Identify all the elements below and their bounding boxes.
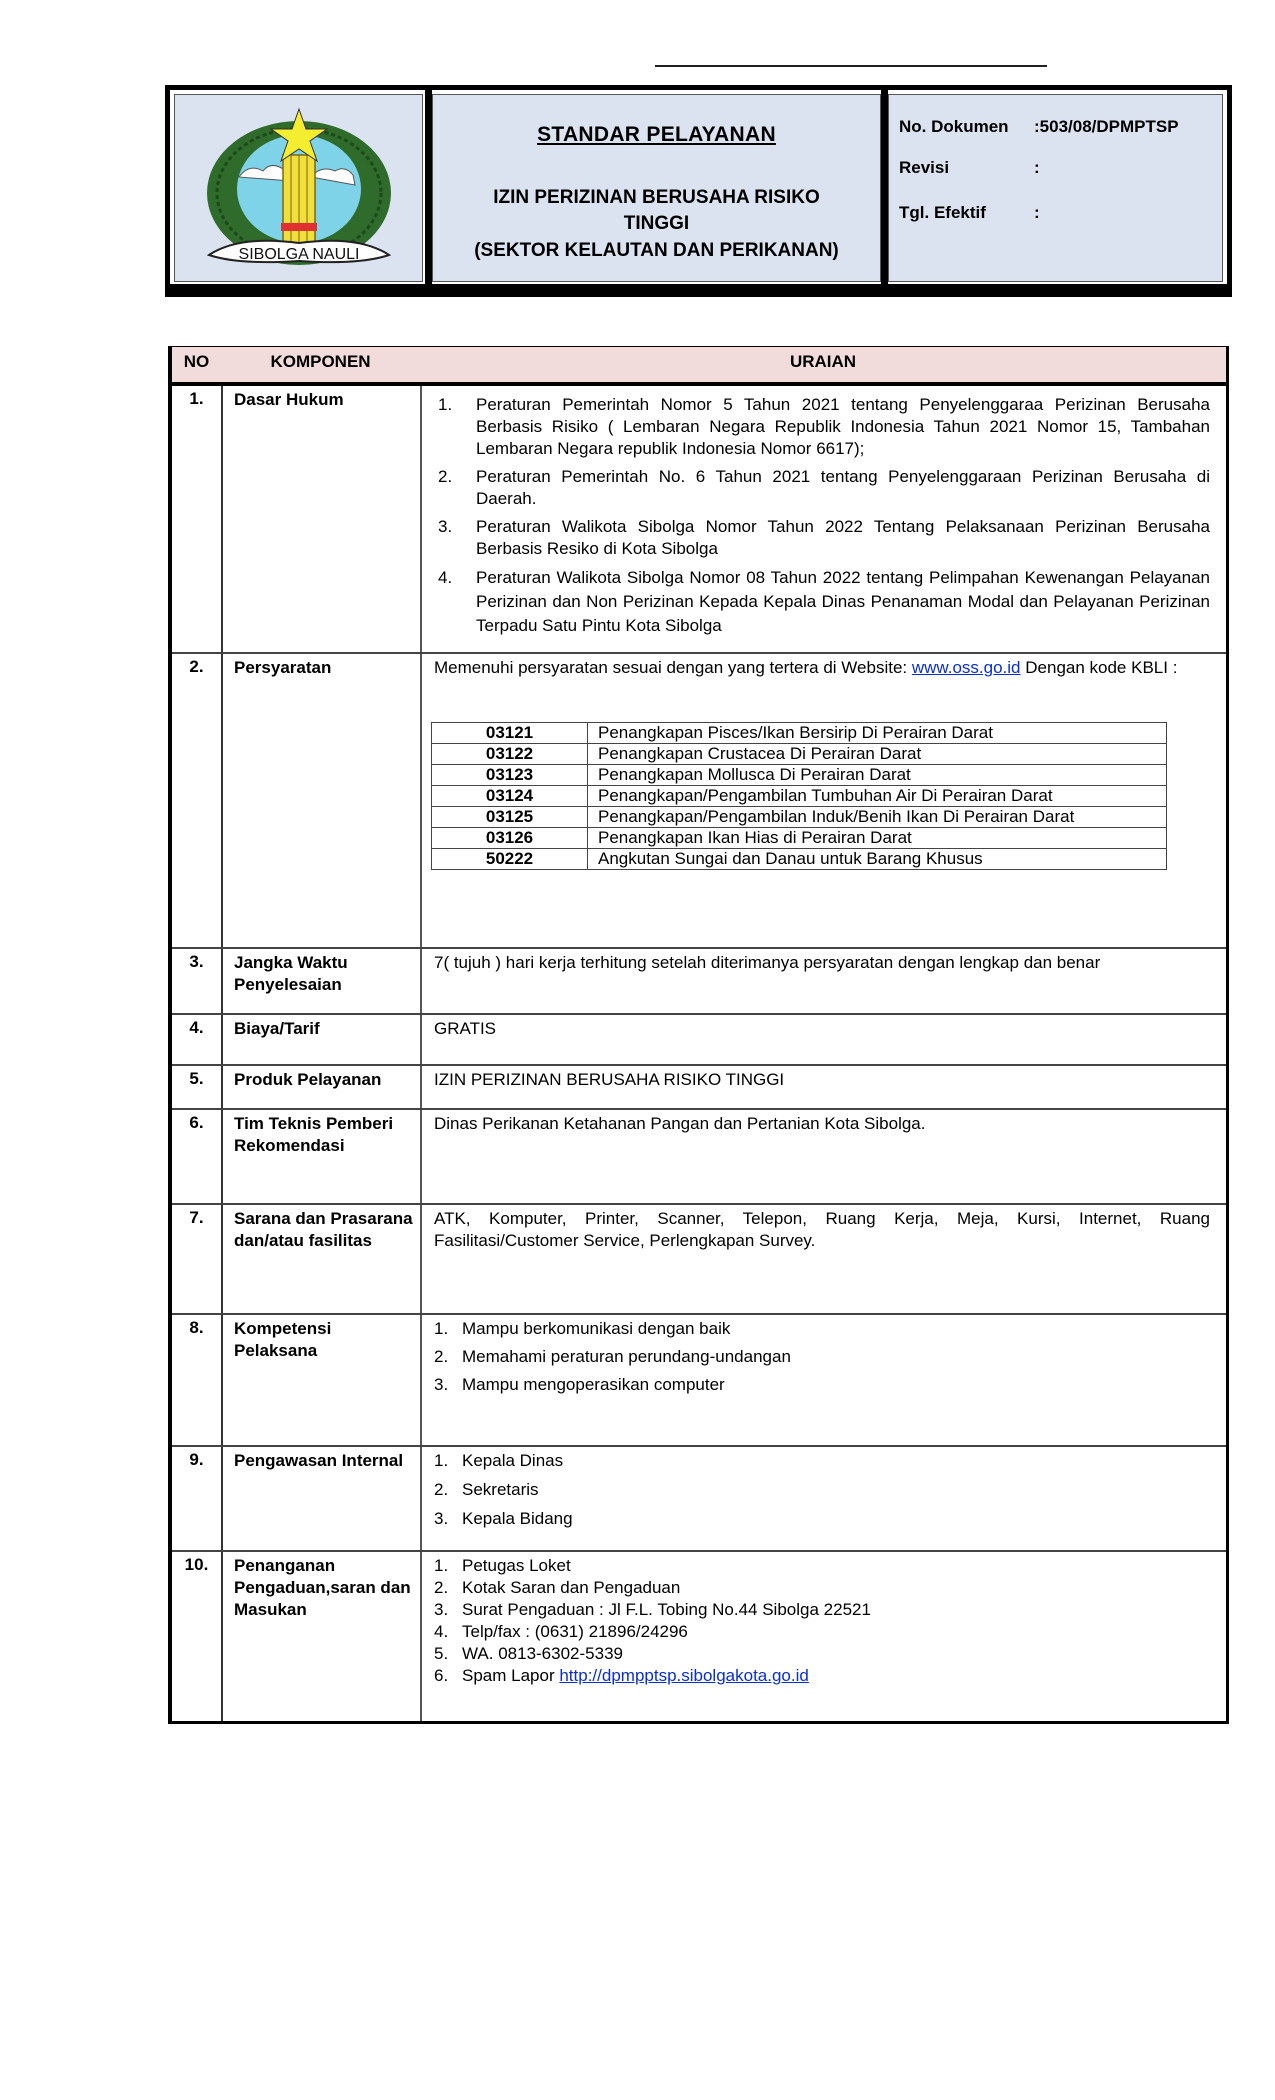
row-number: 6. <box>189 1113 204 1132</box>
header-divider <box>425 90 432 292</box>
row-number: 2. <box>189 657 204 676</box>
kbli-code: 03125 <box>432 807 588 828</box>
subtitle-line-1: IZIN PERIZINAN BERUSAHA RISIKO <box>493 187 820 208</box>
list-item: 3. Mampu mengoperasikan computer <box>434 1375 725 1394</box>
row-komponen: Dasar Hukum <box>234 390 344 409</box>
kbli-description: Penangkapan Pisces/Ikan Bersirip Di Perairan Darat <box>588 723 1167 744</box>
row-uraian: Dinas Perikanan Ketahanan Pangan dan Pertanian Kota Sibolga. <box>434 1114 926 1133</box>
row-uraian <box>434 394 1210 644</box>
row-komponen: Biaya/Tarif <box>234 1019 320 1038</box>
subtitle-line-2: TINGGI <box>623 213 690 234</box>
kbli-code: 03123 <box>432 765 588 786</box>
svg-text:SIBOLGA NAULI: SIBOLGA NAULI <box>238 246 360 263</box>
row-number: 5. <box>189 1069 204 1088</box>
row-komponen: Produk Pelayanan <box>234 1070 382 1089</box>
meta-cell <box>888 94 1223 282</box>
row-komponen: Pengawasan Internal <box>234 1451 404 1470</box>
table-row <box>172 1447 1226 1552</box>
kbli-row <box>432 849 1167 870</box>
list-item: 2. Sekretaris <box>434 1480 539 1499</box>
list-item: 2. Peraturan Pemerintah No. 6 Tahun 2021 tentang Penyelenggaraan Perizinan Berusaha di Daerah. <box>438 467 1210 508</box>
supervision-list <box>434 1450 1210 1530</box>
meta-revision: Revisi : <box>899 158 1040 177</box>
header-no: NO <box>183 352 210 371</box>
row-uraian: 7( tujuh ) hari kerja terhitung setelah diterimanya persyaratan dengan lengkap dan benar <box>434 953 1101 972</box>
list-item: 2. Kotak Saran dan Pengaduan <box>434 1578 681 1597</box>
kbli-row <box>432 786 1167 807</box>
row-komponen: Penanganan Pengaduan,saran dan Masukan <box>234 1556 411 1619</box>
header-bottom-border <box>170 284 1227 292</box>
list-item: 1. Kepala Dinas <box>434 1451 564 1470</box>
sibolga-logo-icon <box>199 105 399 275</box>
list-item: 4. Peraturan Walikota Sibolga Nomor 08 Tahun 2022 tentang Pelimpahan Kewenangan Pelayanan Perizinan dan Non Perizinan Kepada Kepala Dinas Penanaman Modal dan Pelayanan Perizinan Terpadu Satu Pintu Kota Sibolga <box>438 568 1210 635</box>
row-uraian: ATK, Komputer, Printer, Scanner, Telepon, Ruang Kerja, Meja, Kursi, Internet, Ruang Fasilitasi/Customer Service, Perlengkapan Survey. <box>434 1209 1210 1250</box>
table-row <box>172 1315 1226 1447</box>
kbli-code: 03122 <box>432 744 588 765</box>
table-row <box>172 386 1226 654</box>
kbli-description: Penangkapan Mollusca Di Perairan Darat <box>588 765 1167 786</box>
list-item: 3. Surat Pengaduan : Jl F.L. Tobing No.44 Sibolga 22521 <box>434 1600 871 1619</box>
list-item: 2. Memahami peraturan perundang-undangan <box>434 1347 791 1366</box>
oss-website-link[interactable]: www.oss.go.id <box>911 658 1021 677</box>
logo-cell <box>174 94 423 282</box>
row-number: 1. <box>189 389 204 408</box>
row-number: 4. <box>189 1018 204 1037</box>
row-number: 10. <box>184 1555 209 1574</box>
meta-doc-number: No. Dokumen :503/08/DPMPTSP <box>899 117 1179 136</box>
list-item: 4. Telp/fax : (0631) 21896/24296 <box>434 1622 688 1641</box>
row-uraian <box>434 1555 1210 1687</box>
row-number: 7. <box>189 1208 204 1227</box>
table-row <box>172 949 1226 1015</box>
kbli-description: Penangkapan/Pengambilan Tumbuhan Air Di Perairan Darat <box>588 786 1167 807</box>
kbli-row <box>432 744 1167 765</box>
top-rule <box>655 65 1047 67</box>
header-komponen: KOMPONEN <box>270 352 371 371</box>
row-komponen: Persyaratan <box>234 658 332 677</box>
row-komponen: Jangka Waktu Penyelesaian <box>234 953 348 994</box>
document-subtitle <box>433 185 880 237</box>
complaint-website-link[interactable]: http://dpmpptsp.sibolgakota.go.id <box>559 1666 809 1685</box>
kbli-code: 50222 <box>432 849 588 870</box>
kbli-row <box>432 828 1167 849</box>
table-row <box>172 654 1226 949</box>
meta-effective-date: Tgl. Efektif : <box>899 203 1040 222</box>
kbli-description: Penangkapan Ikan Hias di Perairan Darat <box>588 828 1167 849</box>
service-standard-table <box>168 346 1229 1724</box>
row-uraian <box>434 1450 1210 1536</box>
table-row <box>172 1552 1226 1722</box>
row-uraian: GRATIS <box>434 1019 497 1038</box>
complaint-channels-list <box>434 1555 1210 1687</box>
document-header <box>165 85 1232 297</box>
row-number: 3. <box>189 952 204 971</box>
row-komponen: Tim Teknis Pemberi Rekomendasi <box>234 1114 394 1155</box>
table-row <box>172 1066 1226 1110</box>
table-row <box>172 1205 1226 1315</box>
table-header <box>172 347 1226 386</box>
list-item: 3. Peraturan Walikota Sibolga Nomor Tahun 2022 Tentang Pelaksanaan Perizinan Berusaha Berbasis Resiko di Kota Sibolga <box>438 517 1210 558</box>
kbli-code: 03126 <box>432 828 588 849</box>
legal-basis-list <box>434 394 1210 638</box>
row-komponen: Sarana dan Prasarana dan/atau fasilitas <box>234 1209 413 1250</box>
document-title: STANDAR PELAYANAN <box>537 123 776 146</box>
row-uraian <box>434 1318 1210 1402</box>
list-item: 6. Spam Lapor http://dpmpptsp.sibolgakota.go.id <box>434 1666 809 1685</box>
table-row <box>172 1110 1226 1205</box>
kbli-row <box>432 723 1167 744</box>
list-item: 1. Petugas Loket <box>434 1556 571 1575</box>
kbli-code: 03121 <box>432 723 588 744</box>
kbli-row <box>432 765 1167 786</box>
kbli-description: Penangkapan/Pengambilan Induk/Benih Ikan Di Perairan Darat <box>588 807 1167 828</box>
table-row <box>172 1015 1226 1066</box>
list-item: 5. WA. 0813-6302-5339 <box>434 1644 623 1663</box>
row-uraian: IZIN PERIZINAN BERUSAHA RISIKO TINGGI <box>434 1070 785 1089</box>
row-komponen: Kompetensi Pelaksana <box>234 1319 332 1360</box>
kbli-description: Penangkapan Crustacea Di Perairan Darat <box>588 744 1167 765</box>
row-uraian: Memenuhi persyaratan sesuai dengan yang tertera di Website: www.oss.go.id Dengan kode KBLI : <box>434 658 1178 677</box>
list-item: 3. Kepala Bidang <box>434 1509 573 1528</box>
kbli-row <box>432 807 1167 828</box>
kbli-table <box>431 722 1167 870</box>
header-uraian: URAIAN <box>789 352 857 371</box>
kbli-code: 03124 <box>432 786 588 807</box>
row-number: 8. <box>189 1318 204 1337</box>
list-item: 1. Mampu berkomunikasi dengan baik <box>434 1319 731 1338</box>
title-cell <box>432 94 881 282</box>
competency-list <box>434 1318 1210 1396</box>
header-divider <box>881 90 888 292</box>
row-number: 9. <box>189 1450 204 1469</box>
kbli-description: Angkutan Sungai dan Danau untuk Barang Khusus <box>588 849 1167 870</box>
document-sector: (SEKTOR KELAUTAN DAN PERIKANAN) <box>474 240 839 261</box>
list-item: 1. Peraturan Pemerintah Nomor 5 Tahun 2021 tentang Penyelenggaraa Perizinan Berusaha Berbasis Risiko ( Lembaran Negara Republik Indonesia Tahun 2021 Nomor 15, Tambahan Lembaran Negara republik Indonesia Nomor 6617); <box>438 395 1210 458</box>
